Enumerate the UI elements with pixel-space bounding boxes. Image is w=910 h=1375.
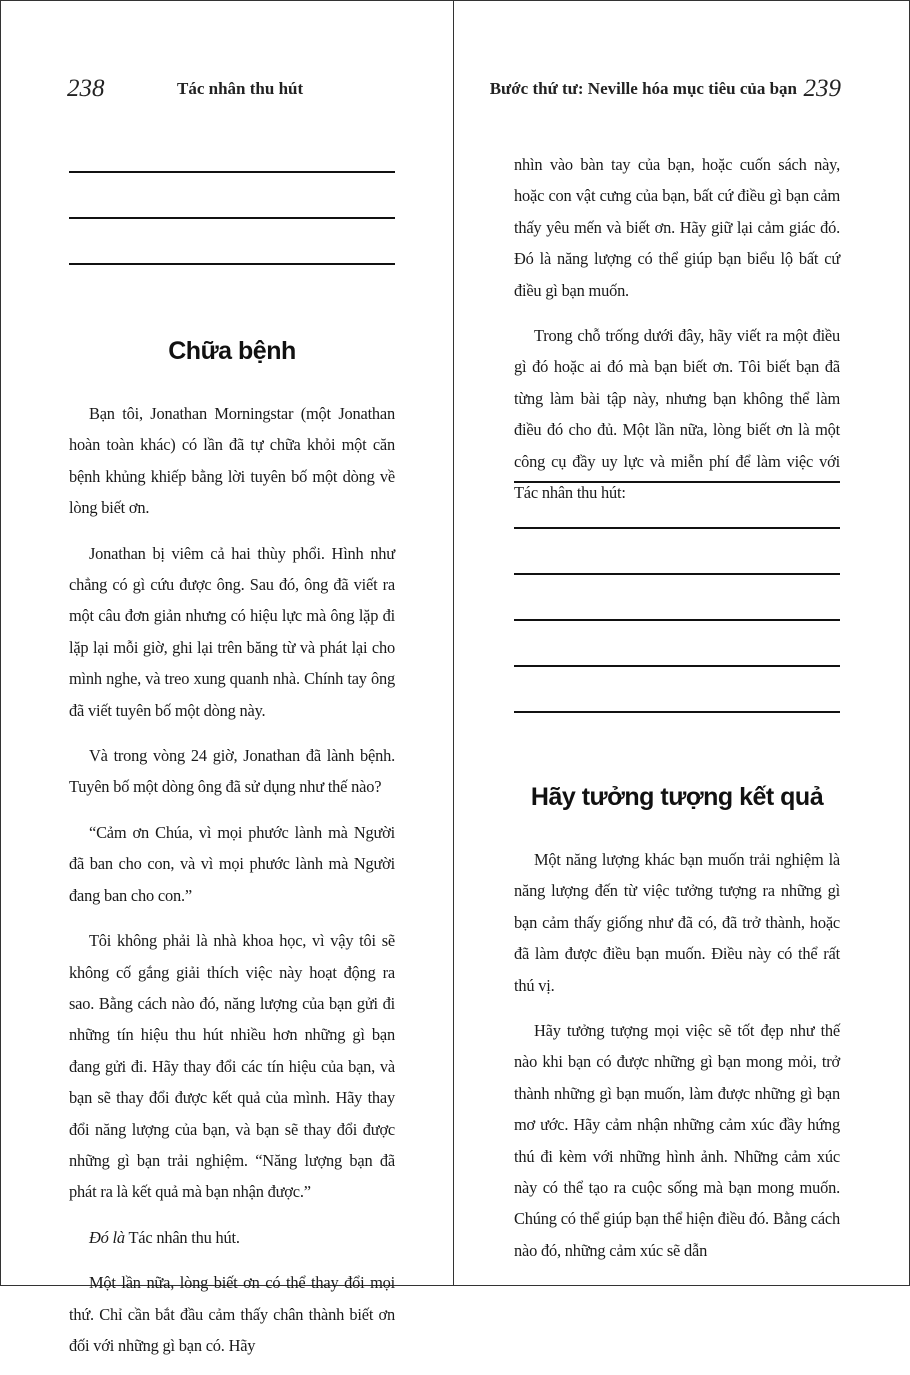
paragraph: Trong chỗ trống dưới đây, hãy viết ra một điều gì đó hoặc ai đó mà bạn biết ơn. Tôi biết bạn đã từng làm bài tập này, nhưng bạn không thể làm điều đó cho đủ. Một lần nữa, lòng biết ơn là một công cụ đầy uy lực và miễn phí để làm việc với Tác nhân thu hút: [514, 326, 840, 503]
right-top-text [514, 149, 840, 522]
paragraph [69, 1222, 395, 1253]
section-heading: Chữa bệnh [168, 337, 296, 365]
left-text-block [69, 337, 395, 1375]
writing-line [514, 527, 840, 529]
right-bottom-text [514, 783, 840, 1280]
paragraph: Hãy tưởng tượng mọi việc sẽ tốt đẹp như thế nào khi bạn có được những gì bạn mong mỏi, trở thành những gì bạn muốn, làm được những gì bạn mơ ước. Hãy cảm nhận những cảm xúc đầy hứng thú đi kèm với những hình ảnh. Những cảm xúc này có thể tạo ra cuộc sống mà bạn mong muốn. Chúng có thể giúp bạn thể hiện điều đó. Bằng cách nào đó, những cảm xúc sẽ dẫn [514, 1021, 840, 1260]
page-number: 239 [803, 75, 841, 102]
writing-line [514, 711, 840, 713]
section-heading: Hãy tưởng tượng kết quả [530, 783, 824, 811]
writing-line [514, 481, 840, 483]
paragraph-rest: Tác nhân thu hút. [124, 1227, 240, 1247]
paragraph: Một lần nữa, lòng biết ơn có thể thay đổi mọi thứ. Chỉ cần bắt đầu cảm thấy chân thành biết ơn đối với những gì bạn có. Hãy [69, 1273, 395, 1355]
writing-line [514, 573, 840, 575]
writing-line [69, 263, 395, 265]
writing-lines [514, 481, 840, 757]
page-number: 238 [67, 75, 105, 102]
running-head: Bước thứ tư: Neville hóa mục tiêu của bạn [489, 79, 797, 98]
paragraph: nhìn vào bàn tay của bạn, hoặc cuốn sách này, hoặc con vật cưng của bạn, bất cứ điều gì bạn cảm thấy yêu mến và biết ơn. Hãy giữ lại cảm giác đó. Đó là năng lượng có thể giúp bạn biểu lộ bất cứ điều gì bạn muốn. [514, 155, 840, 300]
writing-line [69, 171, 395, 173]
running-head: Tác nhân thu hút [177, 79, 304, 98]
paragraph: Bạn tôi, Jonathan Morningstar (một Jonathan hoàn toàn khác) có lần đã tự chữa khỏi một căn bệnh khủng khiếp bằng lời tuyên bố một dòng về lòng biết ơn. [69, 404, 395, 518]
paragraph: Một năng lượng khác bạn muốn trải nghiệm là năng lượng đến từ việc tưởng tượng ra những gì bạn cảm thấy giống như đã có, đã trở thành, hoặc đã làm được điều bạn muốn. Điều này có thể rất thú vị. [514, 850, 840, 995]
left-page [1, 1, 454, 1355]
writing-line [69, 217, 395, 219]
right-page [454, 1, 907, 1285]
quote-paragraph: “Cảm ơn Chúa, vì mọi phước lành mà Người đã ban cho con, và vì mọi phước lành mà Người đang ban cho con.” [69, 822, 395, 905]
paragraph: Jonathan bị viêm cả hai thùy phổi. Hình như chẳng có gì cứu được ông. Sau đó, ông đã viết ra một câu đơn giản nhưng có hiệu lực mà ông lặp đi lặp lại mỗi giờ, ghi lại trên băng từ và phát lại cho mình nghe, và treo xung quanh nhà. Chính tay ông đã viết tuyên bố một dòng này. [69, 543, 395, 720]
writing-line [514, 665, 840, 667]
paragraph: Tôi không phải là nhà khoa học, vì vậy tôi sẽ không cố gắng giải thích việc này hoạt động ra sao. Bằng cách nào đó, năng lượng của bạn gửi đi những tín hiệu thu hút nhiều hơn những gì bạn đang gửi đi. Hãy thay đổi các tín hiệu của bạn, và bạn sẽ thay đổi được kết quả của mình. Hãy thay đổi năng lượng của bạn, và bạn sẽ thay đổi được những gì bạn trải nghiệm. “Năng lượng bạn đã phát ra là kết quả mà bạn nhận được.” [69, 931, 395, 1202]
emphasis-text: Đó là [89, 1227, 125, 1247]
paragraph: Và trong vòng 24 giờ, Jonathan đã lành bệnh. Tuyên bố một dòng ông đã sử dụng như thế nào? [69, 746, 395, 797]
writing-lines [69, 171, 395, 309]
writing-line [514, 619, 840, 621]
